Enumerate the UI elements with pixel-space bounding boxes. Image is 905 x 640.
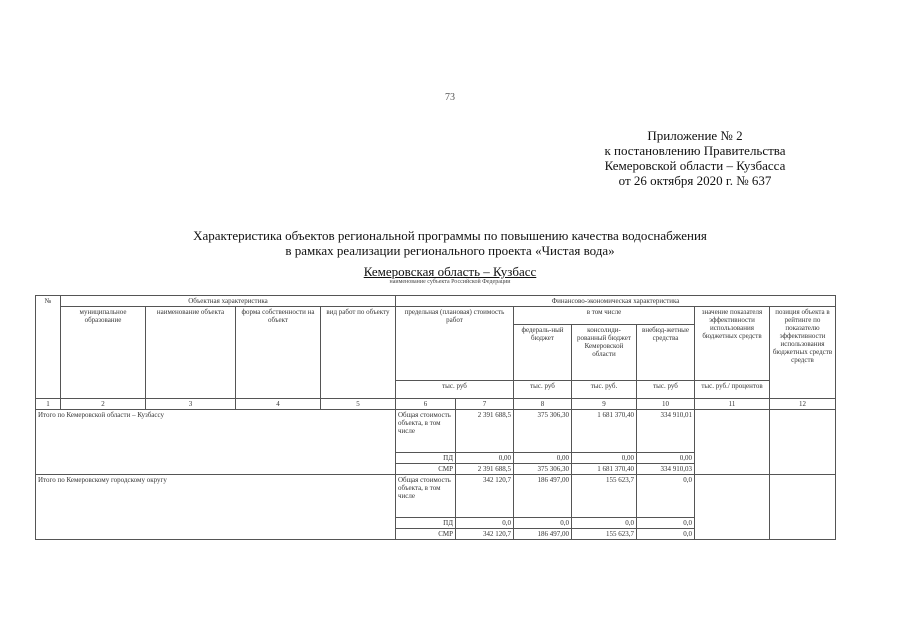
column-number: 10 <box>637 399 695 410</box>
header-municipality: муниципальное образование <box>61 307 146 399</box>
cell-value: 0,0 <box>637 518 695 529</box>
header-object-characteristics: Объектная характеристика <box>61 296 396 307</box>
row-label: Итого по Кемеровской области – Кузбассу <box>36 410 396 475</box>
region-note: наименование субъекта Российской Федерации <box>389 279 511 285</box>
appendix-header <box>560 128 830 188</box>
region-name: Кемеровская область – Кузбасс <box>363 264 537 279</box>
smr-label: СМР <box>396 529 456 540</box>
cell-value: 186 497,00 <box>514 529 572 540</box>
column-number: 11 <box>695 399 770 410</box>
cell-value: 0,0 <box>637 529 695 540</box>
unit-consolidated: тыс. руб. <box>572 381 637 399</box>
empty-cell <box>695 475 770 540</box>
cell-value: 0,00 <box>637 453 695 464</box>
column-number: 7 <box>456 399 514 410</box>
unit-federal: тыс. руб <box>514 381 572 399</box>
header-ownership: форма собственности на объект <box>236 307 321 399</box>
empty-cell <box>770 410 836 475</box>
column-number: 5 <box>321 399 396 410</box>
cell-value: 342 120,7 <box>456 529 514 540</box>
table-row <box>36 475 836 518</box>
cell-value: 375 306,30 <box>514 410 572 453</box>
cell-value: 1 681 370,40 <box>572 464 637 475</box>
pd-label: ПД <box>396 453 456 464</box>
pd-label: ПД <box>396 518 456 529</box>
table-row <box>36 410 836 453</box>
header-financial-characteristics: Финансово-экономическая характеристика <box>396 296 836 307</box>
column-number: 2 <box>61 399 146 410</box>
unit-cost: тыс. руб <box>396 381 514 399</box>
header-consolidated: консолиди-рованный бюджет Кемеровской области <box>572 325 637 381</box>
unit-efficiency: тыс. руб./ процентов <box>695 381 770 399</box>
header-cost: предельная (плановая) стоимость работ <box>396 307 514 381</box>
empty-cell <box>770 475 836 540</box>
cell-value: 375 306,30 <box>514 464 572 475</box>
column-number: 6 <box>396 399 456 410</box>
cell-value: 0,0 <box>572 518 637 529</box>
header-efficiency: значение показателя эффективности использования бюджетных средств <box>695 307 770 381</box>
page-number: 73 <box>445 92 455 103</box>
cell-value: 2 391 688,5 <box>456 410 514 453</box>
smr-label: СМР <box>396 464 456 475</box>
characteristics-table <box>35 295 836 540</box>
cell-value: 0,00 <box>456 453 514 464</box>
cell-value: 0,0 <box>514 518 572 529</box>
column-number: 1 <box>36 399 61 410</box>
header-federal: федераль-ный бюджет <box>514 325 572 381</box>
cell-value: 0,00 <box>572 453 637 464</box>
column-number: 9 <box>572 399 637 410</box>
row-label: Итого по Кемеровскому городскому округу <box>36 475 396 540</box>
total-cost-label: Общая стоимость объекта, в том числе <box>396 475 456 518</box>
cell-value: 0,0 <box>637 475 695 518</box>
appendix-line: Кемеровской области – Кузбасса <box>604 158 786 173</box>
title-line: в рамках реализации регионального проекта «Чистая вода» <box>285 243 615 258</box>
empty-cell <box>695 410 770 475</box>
cell-value: 0,00 <box>514 453 572 464</box>
unit-rank: средств <box>791 356 814 364</box>
cell-value: 155 623,7 <box>572 475 637 518</box>
header-work-type: вид работ по объекту <box>321 307 396 399</box>
cell-value: 334 910,01 <box>637 410 695 453</box>
cell-value: 0,0 <box>456 518 514 529</box>
header-rank-text: позиция объекта в рейтинге по показателю эффективности использования бюджетных средств <box>772 308 833 356</box>
document-title <box>100 228 800 258</box>
header-object-name: наименование объекта <box>146 307 236 399</box>
appendix-line: от 26 октября 2020 г. № 637 <box>618 173 772 188</box>
cell-value: 2 391 688,5 <box>456 464 514 475</box>
cell-value: 342 120,7 <box>456 475 514 518</box>
cell-value: 155 623,7 <box>572 529 637 540</box>
column-number: 8 <box>514 399 572 410</box>
cell-value: 334 910,03 <box>637 464 695 475</box>
column-number: 4 <box>236 399 321 410</box>
header-rank <box>770 307 836 399</box>
column-number: 3 <box>146 399 236 410</box>
column-number: 12 <box>770 399 836 410</box>
cell-value: 186 497,00 <box>514 475 572 518</box>
header-num: № <box>36 296 61 399</box>
appendix-line: Приложение № 2 <box>647 128 743 143</box>
total-cost-label: Общая стоимость объекта, в том числе <box>396 410 456 453</box>
unit-extrabudget: тыс. руб <box>637 381 695 399</box>
header-extrabudget: внебюд-жетные средства <box>637 325 695 381</box>
cell-value: 1 681 370,40 <box>572 410 637 453</box>
appendix-line: к постановлению Правительства <box>604 143 786 158</box>
title-line: Характеристика объектов региональной программы по повышению качества водоснабжения <box>193 228 707 243</box>
header-including: в том числе <box>514 307 695 325</box>
